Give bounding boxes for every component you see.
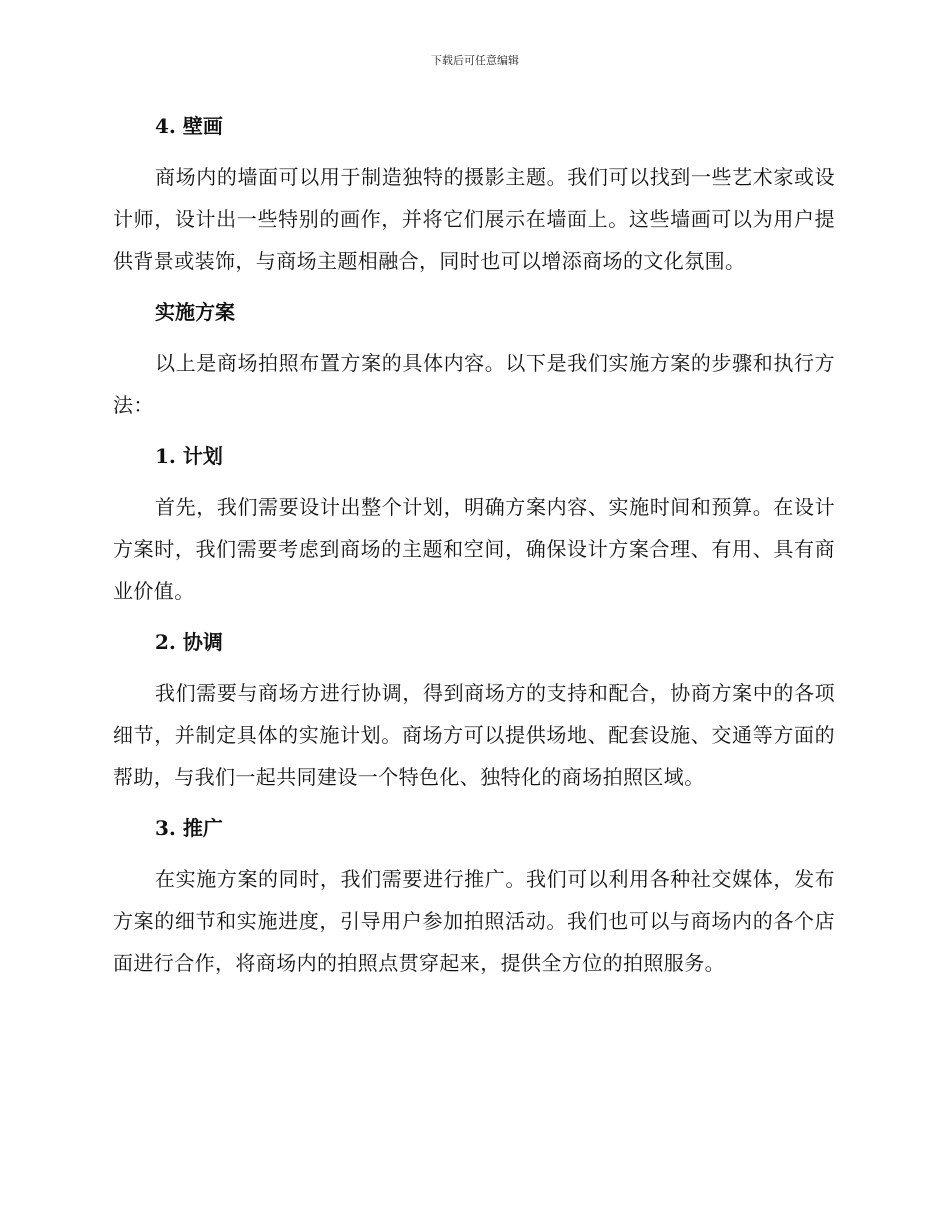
section-heading-mural: 4. 壁画	[155, 114, 223, 138]
paragraph-plan: 首先，我们需要设计出整个计划，明确方案内容、实施时间和预算。在设计方案时，我们需要考虑到商场的主题和空间，确保设计方案合理、有用、具有商业价值。	[113, 495, 835, 603]
section-heading-coordination: 2. 协调	[155, 630, 223, 654]
section-heading-implementation: 实施方案	[155, 300, 235, 324]
section-heading-promotion: 3. 推广	[155, 816, 223, 840]
paragraph-coordination: 我们需要与商场方进行协调，得到商场方的支持和配合，协商方案中的各项细节，并制定具体的实施计划。商场方可以提供场地、配套设施、交通等方面的帮助，与我们一起共同建设一个特色化、独特化的商场拍照区域。	[113, 681, 835, 789]
section-heading-plan: 1. 计划	[155, 444, 223, 468]
page-header: 下载后可任意编辑	[431, 54, 519, 67]
paragraph-mural: 商场内的墙面可以用于制造独特的摄影主题。我们可以找到一些艺术家或设计师，设计出一些特别的画作，并将它们展示在墙面上。这些墙画可以为用户提供背景或装饰，与商场主题相融合，同时也可以增添商场的文化氛围。	[113, 165, 835, 273]
paragraph-implementation-intro: 以上是商场拍照布置方案的具体内容。以下是我们实施方案的步骤和执行方法：	[113, 351, 835, 417]
document-body	[113, 104, 835, 992]
paragraph-promotion: 在实施方案的同时，我们需要进行推广。我们可以利用各种社交媒体，发布方案的细节和实施进度，引导用户参加拍照活动。我们也可以与商场内的各个店面进行合作，将商场内的拍照点贯穿起来，提供全方位的拍照服务。	[113, 867, 835, 975]
